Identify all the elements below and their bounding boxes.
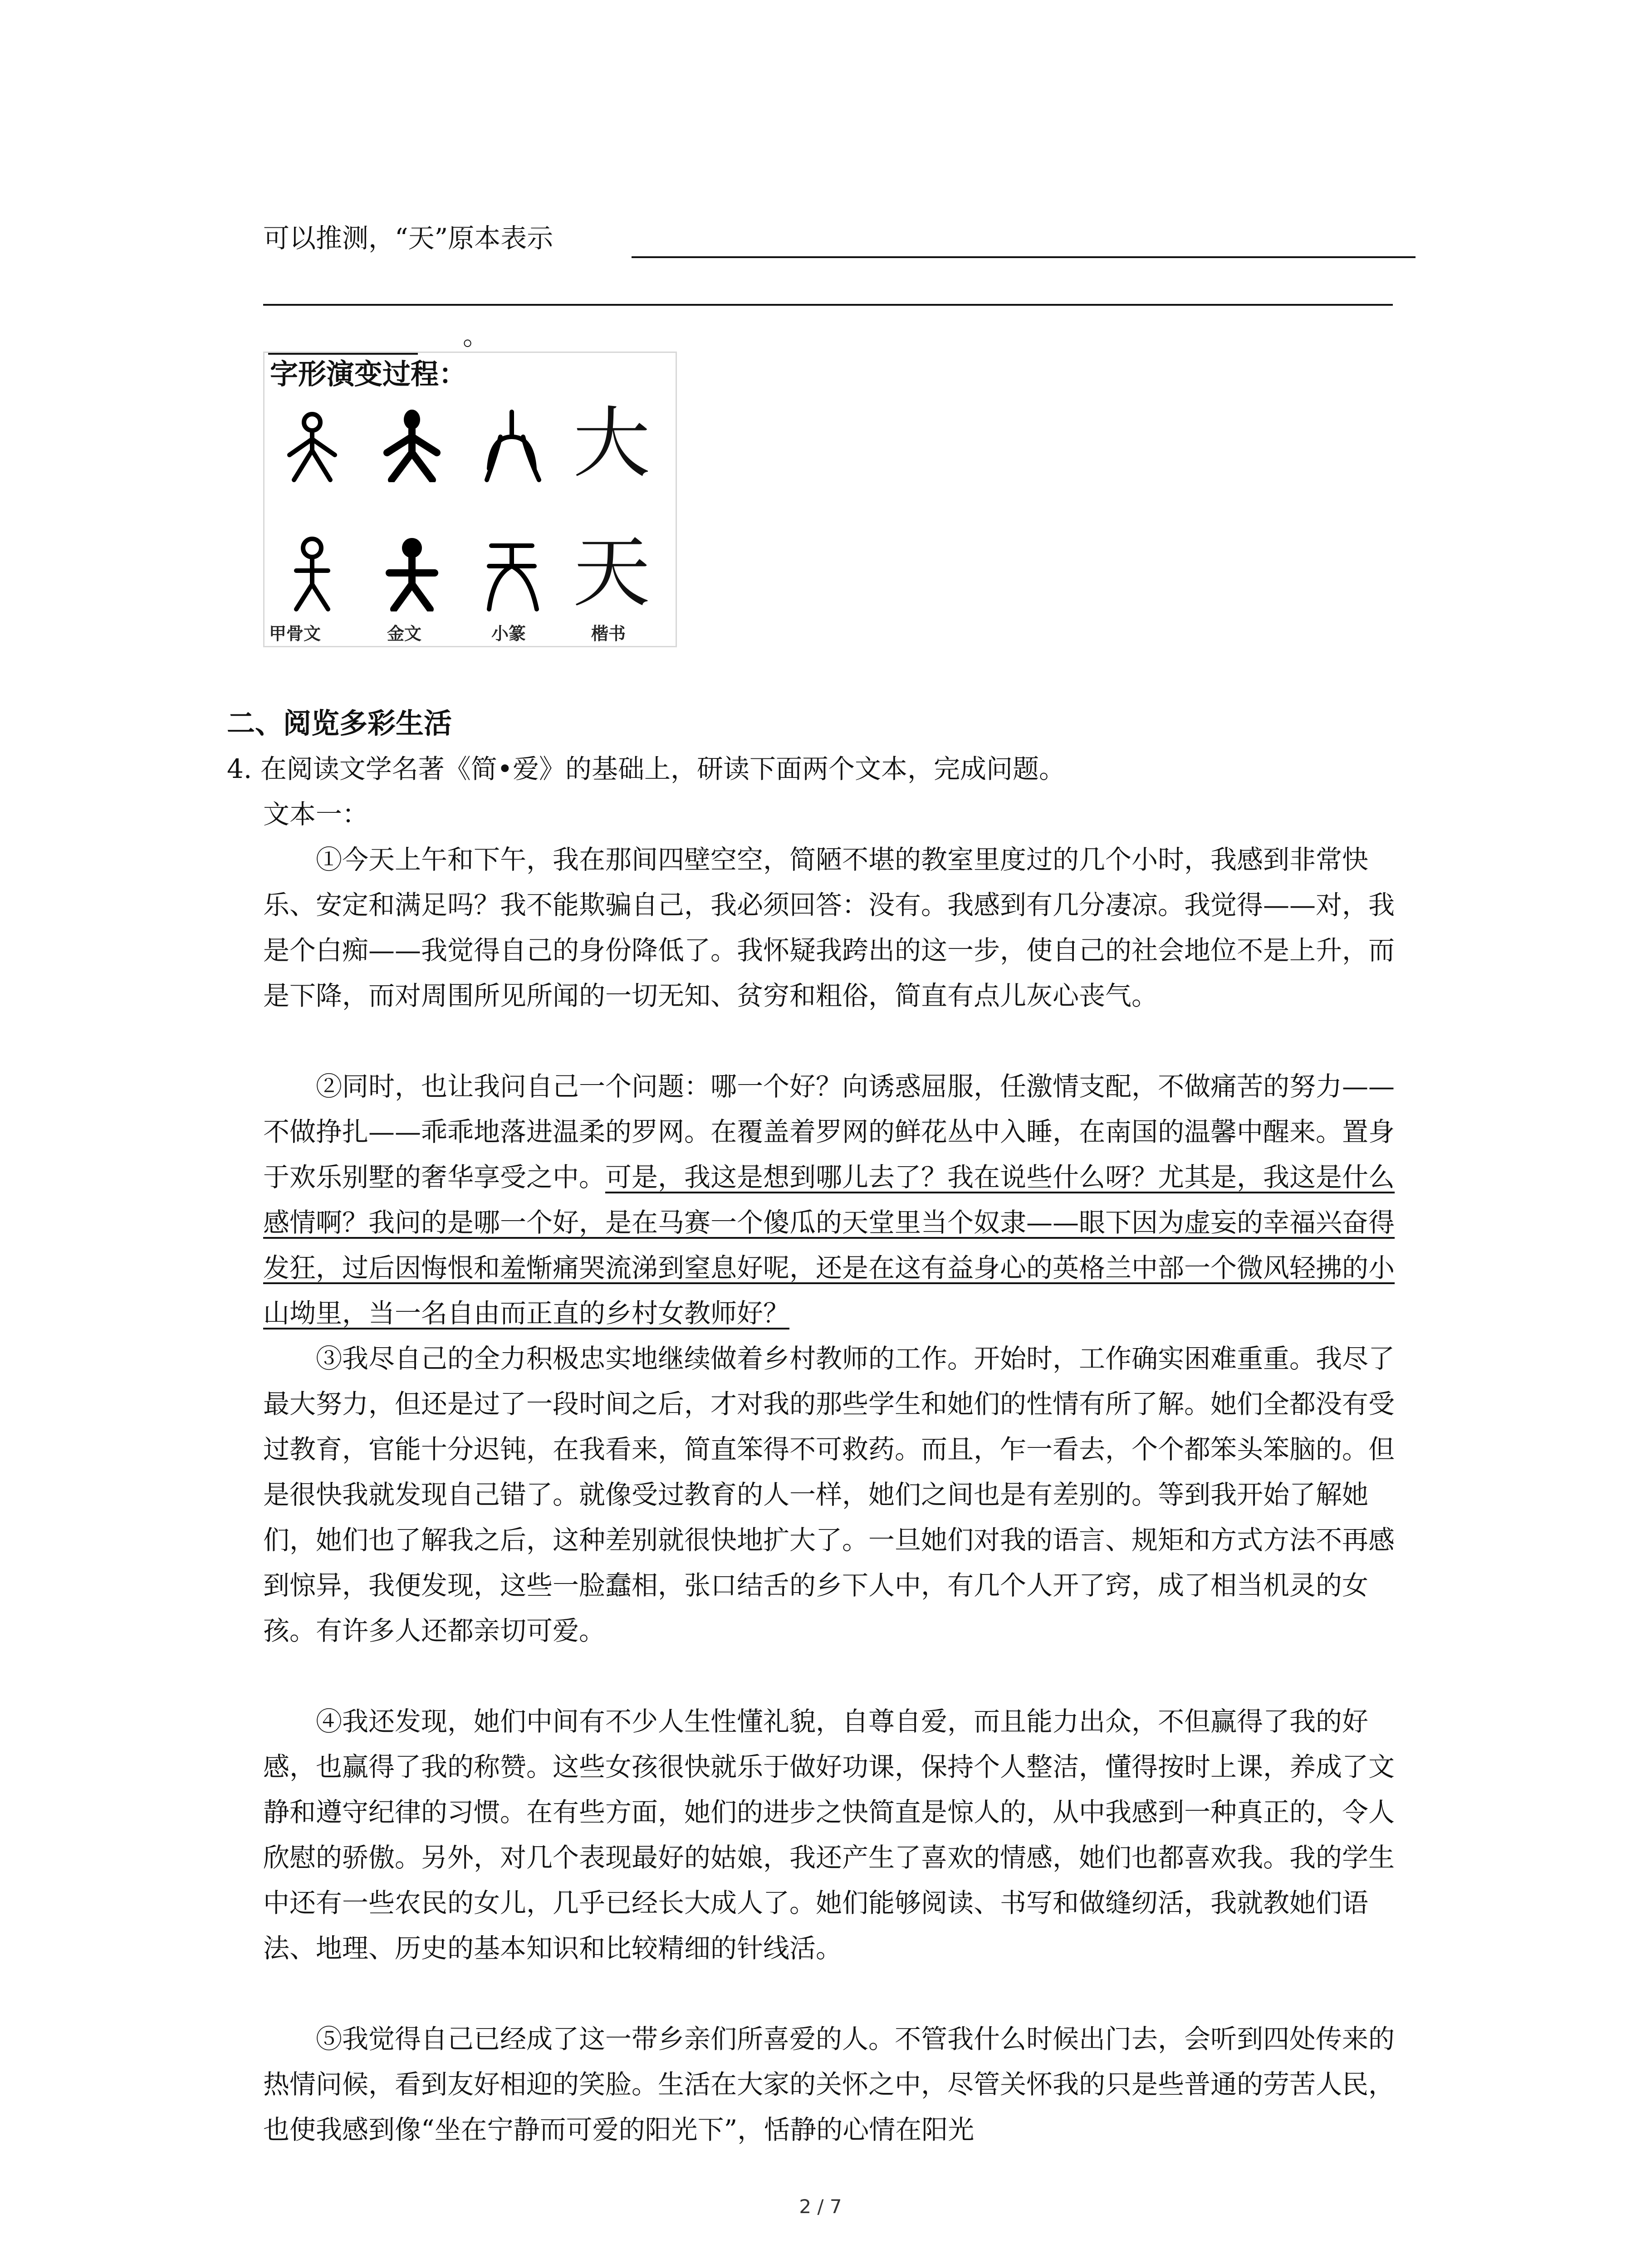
figure-top-rule [268,353,418,355]
paragraph-4-text: ④我还发现，她们中间有不少人生性懂礼貌，自尊自爱，而且能力出众，不但赢得了我的好感，也赢得了我的称赞。这些女孩很快就乐于做好功课，保持个人整洁，懂得按时上课，养成了文静和遵守纪律的习惯。在有些方面，她们的进步之快简直是惊人的，从中我感到一种真正的，令人欣慰的骄傲。另外，对几个表现最好的姑娘，我还产生了喜欢的情感，她们也都喜欢我。我的学生中还有一些农民的女儿，几乎已经长大成人了。她们能够阅读、书写和做缝纫活，我就教她们语法、地理、历史的基本知识和比较精细的针线活。 [263,1706,1395,1964]
paragraph-5-text: ⑤我觉得自己已经成了这一带乡亲们所喜爱的人。不管我什么时候出门去，会听到四处传来的热情问候，看到友好相迎的笑脸。生活在大家的关怀之中，尽管关怀我的只是些普通的劳苦人民，也使我感到像“坐在宁静而可爱的阳光下”，恬静的心情在阳光 [263,2024,1395,2145]
caption-bronze: 金文 [387,624,422,644]
paragraph-1-text: ①今天上午和下午，我在那间四壁空空，简陋不堪的教室里度过的几个小时，我感到非常快乐、安定和满足吗？我不能欺骗自己，我必须回答：没有。我感到有几分凄凉。我觉得——对，我是个白痴——我觉得自己的身份降低了。我怀疑我跨出的这一步，使自己的社会地位不是上升，而是下降，而对周围所见所闻的一切无知、贫穷和粗俗，简直有点儿灰心丧气。 [263,844,1395,1011]
section-heading: 二、阅览多彩生活 [227,707,452,740]
paragraph-3-text: ③我尽自己的全力积极忠实地继续做着乡村教师的工作。开始时，工作确实困难重重。我尽了最大努力，但还是过了一段时间之后，才对我的那些学生和她们的性情有所了解。她们全都没有受过教育，官能十分迟钝，在我看来，简直笨得不可救药。而且，乍一看去，个个都笨头笨脑的。但是很快我就发现自己错了。就像受过教育的人一样，她们之间也是有差别的。等到我开始了解她们，她们也了解我之后，这种差别就很快地扩大了。一旦她们对我的语言、规矩和方式方法不再感到惊异，我便发现，这些一脸蠢相，张口结舌的乡下人中，有几个人开了窍，成了相当机灵的女孩。有许多人还都亲切可爱。 [263,1343,1395,1646]
glyph-evolution-figure [263,352,677,647]
caption-oracle: 甲骨文 [269,624,321,644]
caption-seal: 小篆 [491,624,526,644]
blank-question-suffix: 。 [463,320,490,351]
kaishu-tian-char: 天 [573,528,651,618]
blank-question-prefix: 可以推测，“天”原本表示 [263,223,554,254]
answer-blank-line-1 [632,256,1416,258]
paragraph-2-underlined: 可是，我这是想到哪儿去了？我在说些什么呀？尤其是，我这是什么感情啊？我问的是哪一个好，是在马赛一个傻瓜的天堂里当个奴隶——眼下因为虚妄的幸福兴奋得发狂，过后因悔恨和羞惭痛哭流涕到窒息好呢，还是在这有益身心的英格兰中部一个微风轻拂的小山坳里，当一名自由而正直的乡村女教师好？ [263,1162,1395,1329]
kaishu-da-char: 大 [573,399,651,489]
figure-title: 字形演变过程： [270,357,467,391]
kaishu-tian-glyph [573,528,651,618]
paragraph-2 [263,1064,1420,1336]
kaishu-da-glyph [573,399,651,489]
bronze-tian-glyph [373,534,451,611]
bronze-da-glyph [373,405,451,482]
caption-kaishu: 楷书 [591,624,626,644]
seal-da-glyph [473,405,550,482]
paragraph-2-text: ②同时，也让我问自己一个问题：哪一个好？向诱惑屈服，任激情支配，不做痛苦的努力——不做挣扎——乖乖地落进温柔的罗网。在覆盖着罗网的鲜花丛中入睡，在南国的温馨中醒来。置身于欢乐别墅的奢华享受之中。 [263,1071,1395,1193]
paragraph-4 [263,1699,1420,1971]
paragraph-3 [263,1336,1420,1653]
oracle-da-glyph [274,405,351,482]
seal-tian-glyph [473,534,550,611]
answer-blank-line-2 [263,304,1393,306]
paragraph-1 [263,837,1420,1018]
question-4: 4. 在阅读文学名著《简•爱》的基础上，研读下面两个文本，完成问题。 [227,753,1065,784]
text-one-label: 文本一： [263,799,369,830]
paragraph-5 [263,2016,1420,2152]
oracle-tian-glyph [274,534,351,611]
page-number: 2 / 7 [799,2195,842,2218]
